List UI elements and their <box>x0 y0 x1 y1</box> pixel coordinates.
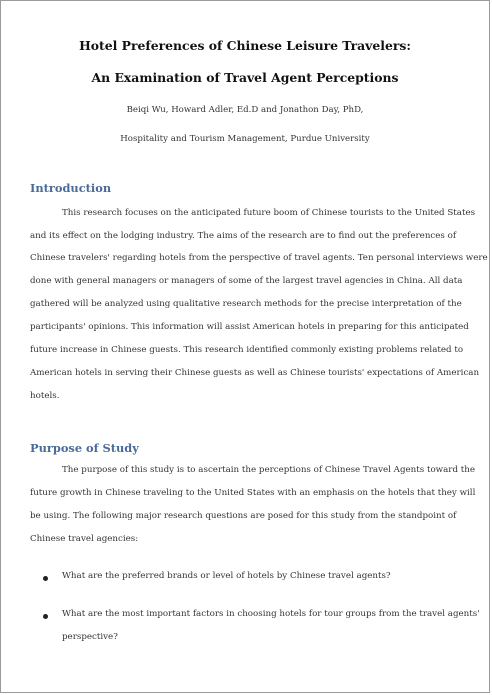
purpose-line: The purpose of this study is to ascertain the perceptions of Chinese Travel Agents toward the <box>62 465 475 475</box>
paper-affiliation: Hospitality and Tourism Management, Purdue University <box>120 134 370 144</box>
introduction-line: participants' opinions. This information will assist American hotels in preparing for this anticipated <box>30 322 469 332</box>
paper-authors: Beiqi Wu, Howard Adler, Ed.D and Jonathon Day, PhD, <box>126 105 364 115</box>
purpose-heading: Purpose of Study <box>30 441 139 455</box>
bullet-icon <box>43 614 48 619</box>
research-question-line: What are the preferred brands or level of hotels by Chinese travel agents? <box>62 571 391 581</box>
introduction-line: American hotels in serving their Chinese guests as well as Chinese tourists' expectations of American <box>30 368 480 378</box>
research-question-line: What are the most important factors in choosing hotels for tour groups from the travel agents' <box>62 609 480 619</box>
introduction-line: This research focuses on the anticipated future boom of Chinese tourists to the United States <box>62 208 476 218</box>
introduction-line: future increase in Chinese guests. This research identified commonly existing problems related to <box>30 345 464 355</box>
introduction-line: and its effect on the lodging industry. The aims of the research are to find out the preferences of <box>30 231 457 241</box>
introduction-line: Chinese travelers' regarding hotels from the perspective of travel agents. Ten personal interviews were <box>30 253 488 263</box>
purpose-line: future growth in Chinese traveling to the United States with an emphasis on the hotels that they will <box>30 488 476 498</box>
introduction-line: hotels. <box>30 391 60 401</box>
introduction-line: gathered will be analyzed using qualitative research methods for the precise interpretation of the <box>30 299 462 309</box>
research-question-line: perspective? <box>62 632 118 642</box>
introduction-line: done with general managers or managers of some of the largest travel agencies in China. All data <box>30 276 463 286</box>
purpose-line: be using. The following major research questions are posed for this study from the standpoint of <box>30 511 457 521</box>
introduction-heading: Introduction <box>30 181 112 195</box>
paper-title-line-2: An Examination of Travel Agent Perceptions <box>91 70 399 85</box>
bullet-icon <box>43 576 48 581</box>
purpose-line: Chinese travel agencies: <box>30 534 139 544</box>
paper-title-line-1: Hotel Preferences of Chinese Leisure Travelers: <box>79 38 411 53</box>
